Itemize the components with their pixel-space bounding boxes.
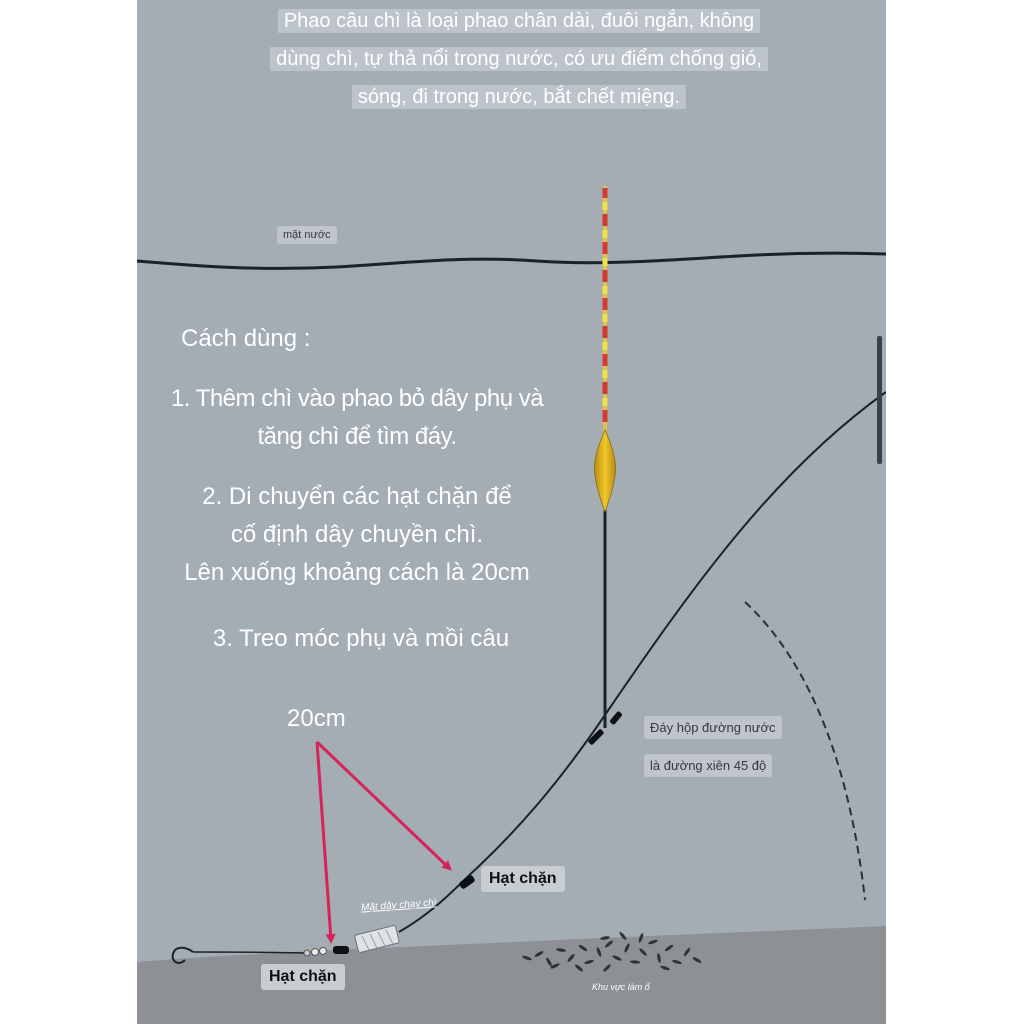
swivel-bead-3 xyxy=(304,950,310,956)
usage-step-2-line-2: cố định dây chuyền chì. xyxy=(230,521,484,548)
usage-title: Cách dùng : xyxy=(181,325,311,352)
usage-step-2 xyxy=(137,478,577,592)
water-surface-line xyxy=(137,253,886,268)
slope-note-line-2: là đường xiên 45 độ xyxy=(644,754,772,777)
caption-line-2: dùng chì, tự thả nổi trong nước, có ưu điểm chống gió, xyxy=(270,47,768,71)
usage-step-1 xyxy=(157,380,557,456)
water-surface-label: mặt nước xyxy=(277,226,337,244)
caption-line-3: sóng, đi trong nước, bắt chết miệng. xyxy=(352,85,686,109)
bait-zone-label: Khu vực làm ổ xyxy=(592,982,650,992)
float-connector xyxy=(609,711,623,726)
usage-step-1-line-2: tăng chì để tìm đáy. xyxy=(257,423,457,450)
stopper-bead-upper-label: Hạt chặn xyxy=(481,866,565,892)
float-antenna xyxy=(603,186,608,448)
scroll-indicator xyxy=(877,336,882,464)
hook-line xyxy=(193,952,304,953)
lead-line-label: Mặt dây chạy chì xyxy=(360,897,437,914)
usage-step-2-line-1: 2. Di chuyển các hạt chặn để xyxy=(202,483,512,510)
distance-label: 20cm xyxy=(287,705,346,732)
distance-arrow-lower xyxy=(317,742,331,940)
usage-step-1-line-1: 1. Thêm chì vào phao bỏ dây phụ và xyxy=(170,385,544,412)
usage-step-2-line-3: Lên xuống khoảng cách là 20cm xyxy=(184,559,530,586)
caption-line-1: Phao câu chì là loại phao chân dài, đuôi ngắn, không xyxy=(278,9,760,33)
slope-note-line-1: Đáy hộp đường nước xyxy=(644,716,782,739)
diagram-panel xyxy=(137,0,886,1024)
stopper-bead-lower-label: Hạt chặn xyxy=(261,964,345,990)
swivel-bead-2 xyxy=(312,949,319,956)
lake-bottom xyxy=(137,926,886,1024)
main-line xyxy=(399,392,886,932)
stopper-bead-lower xyxy=(333,946,349,954)
slope-dashed-arc xyxy=(745,602,865,900)
header-caption xyxy=(209,2,829,116)
float-body xyxy=(594,430,615,512)
distance-arrow-upper xyxy=(317,742,449,868)
usage-step-3: 3. Treo móc phụ và mồi câu xyxy=(212,625,510,652)
swivel-bead xyxy=(320,948,327,955)
